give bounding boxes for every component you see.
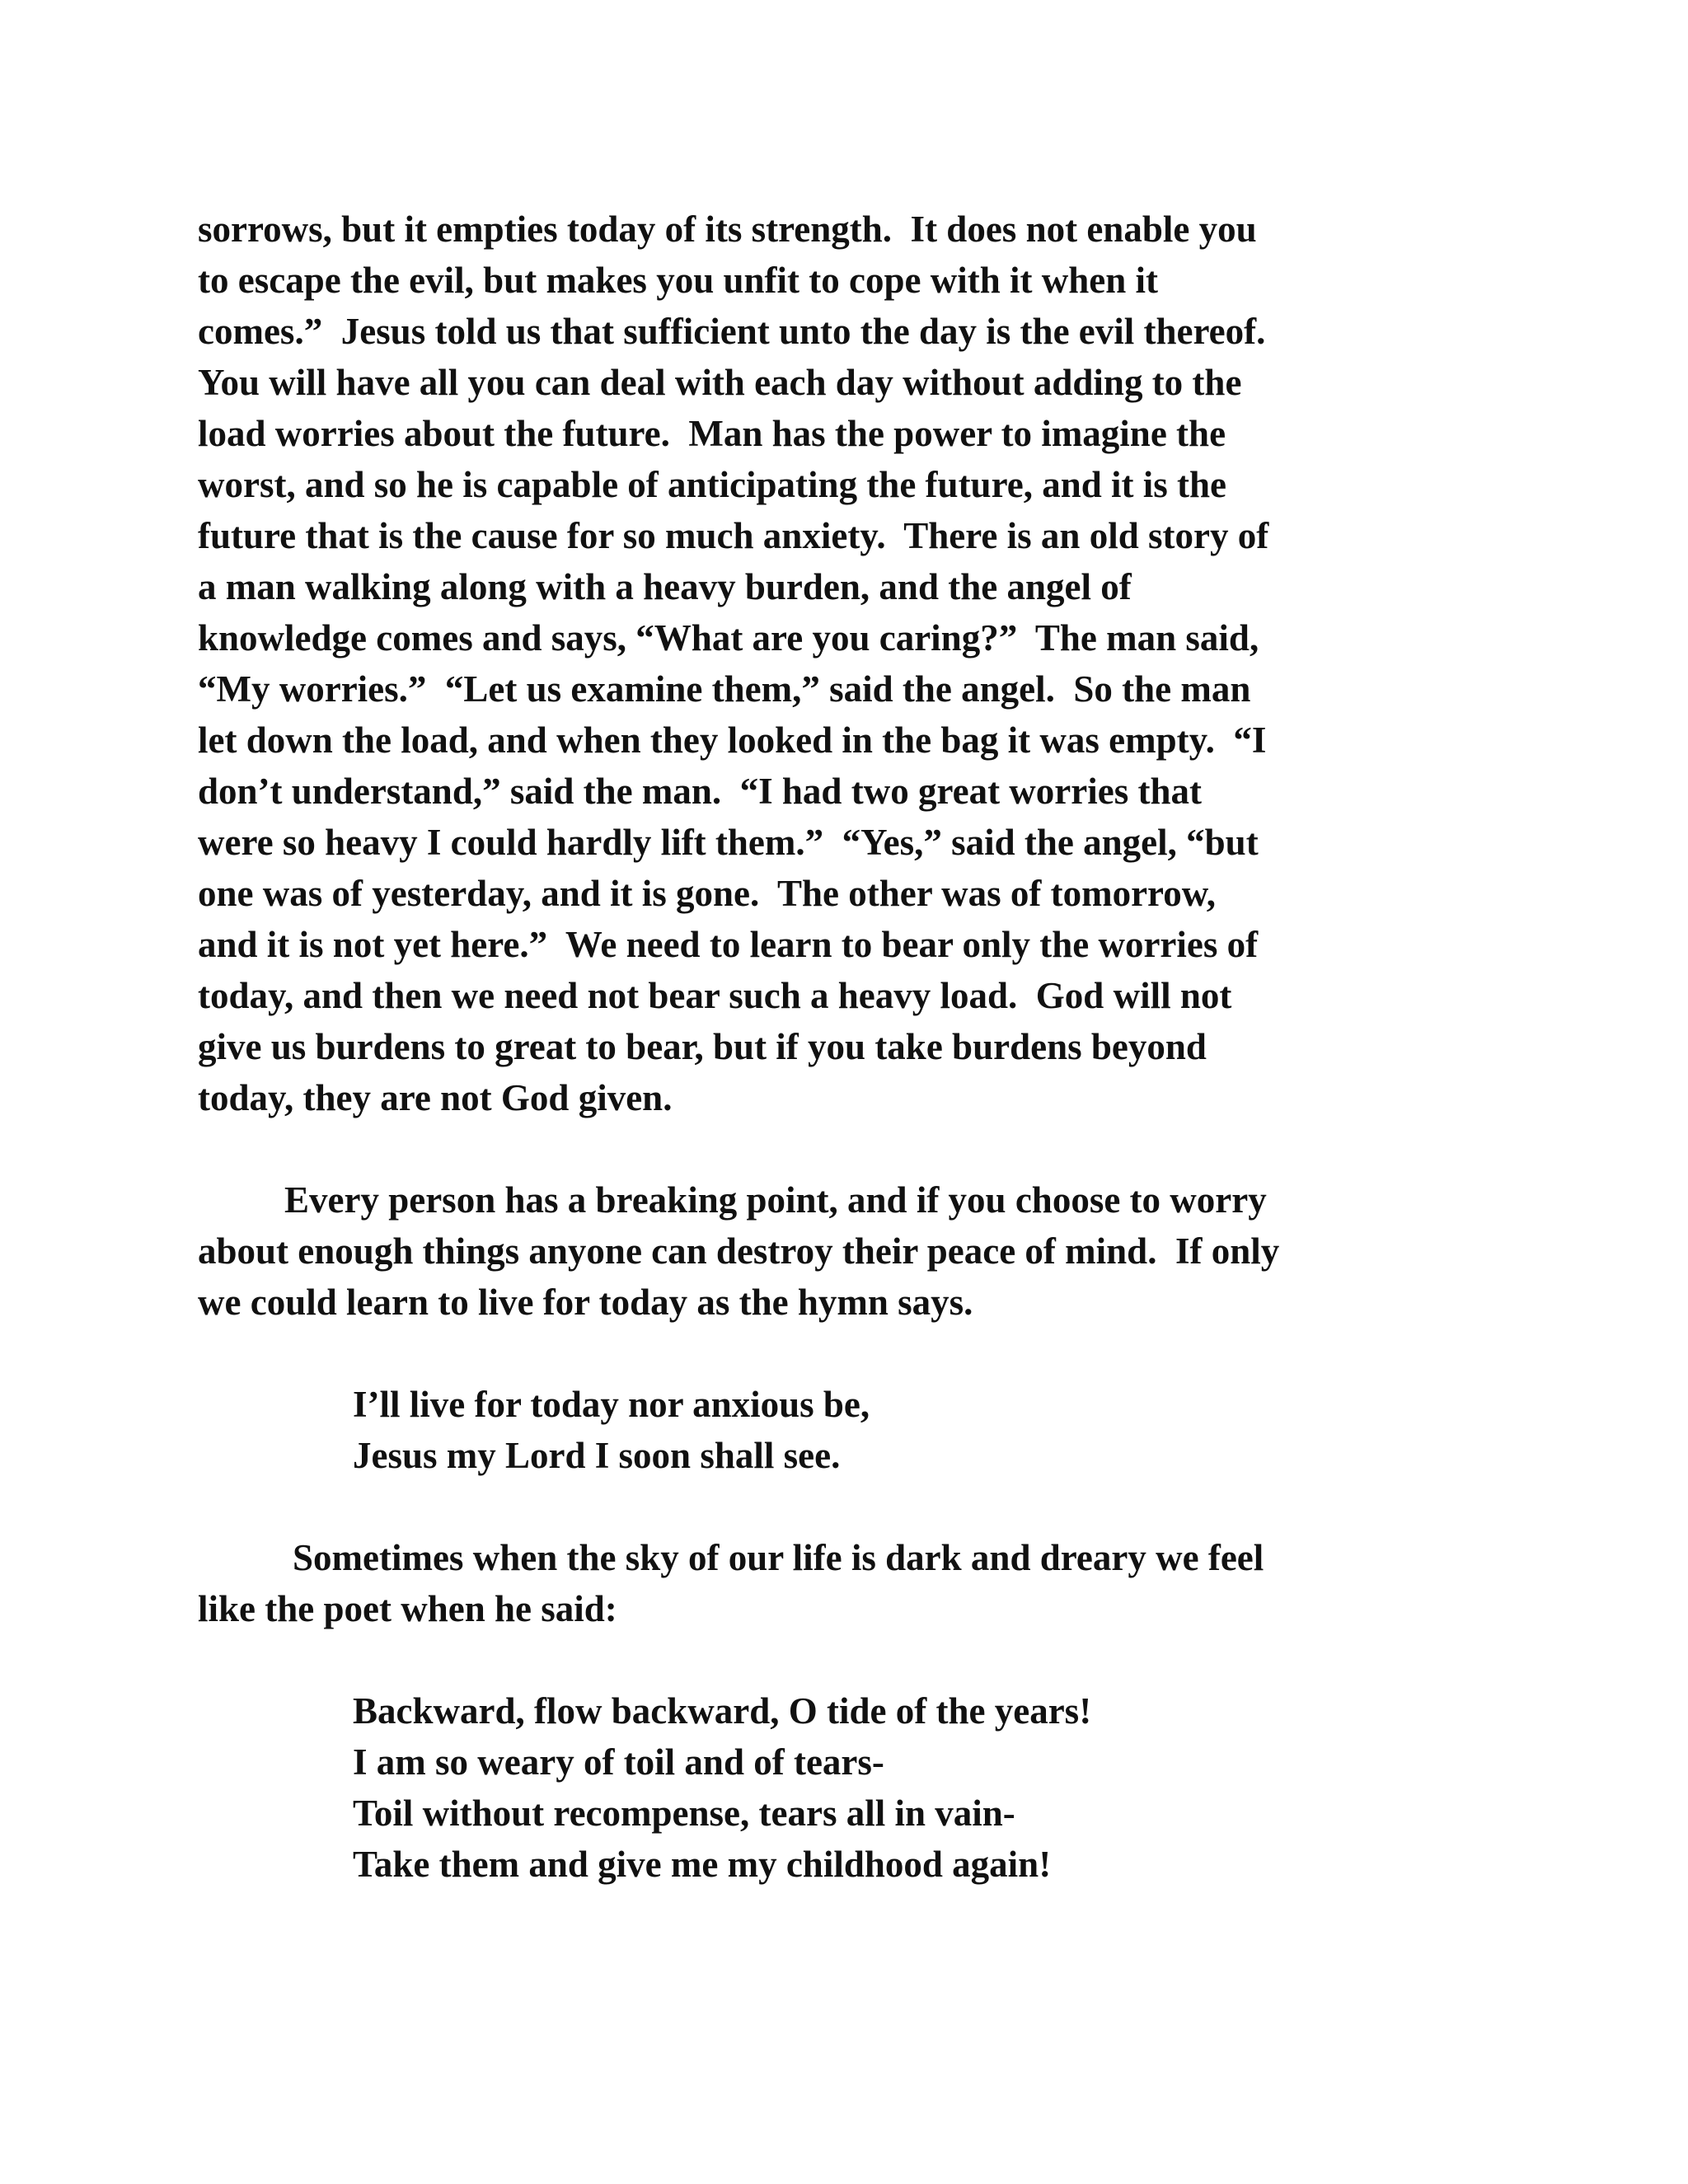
- paragraph-1-line-1: sorrows, but it empties today of its strength. It does not enable you: [198, 209, 1257, 250]
- paragraph-1-line-17: give us burdens to great to bear, but if you take burdens beyond: [198, 1026, 1207, 1067]
- paragraph-1-line-13: were so heavy I could hardly lift them.” “Yes,” said the angel, “but: [198, 822, 1259, 863]
- paragraph-1-line-14: one was of yesterday, and it is gone. The other was of tomorrow,: [198, 873, 1216, 914]
- paragraph-1-line-11: let down the load, and when they looked in the bag it was empty. “I: [198, 719, 1267, 761]
- paragraph-1-line-5: load worries about the future. Man has the power to imagine the: [198, 413, 1226, 454]
- verse-1-line-2: Jesus my Lord I soon shall see.: [353, 1435, 841, 1476]
- verse-2-line-3: Toil without recompense, tears all in vain-: [353, 1793, 1015, 1834]
- verse-2-line-2: I am so weary of toil and of tears-: [353, 1741, 884, 1783]
- paragraph-1-line-12: don’t understand,” said the man. “I had two great worries that: [198, 771, 1202, 812]
- paragraph-1-line-16: today, and then we need not bear such a heavy load. God will not: [198, 975, 1232, 1016]
- paragraph-1-line-6: worst, and so he is capable of anticipating the future, and it is the: [198, 464, 1227, 505]
- paragraph-1-line-15: and it is not yet here.” We need to learn to bear only the worries of: [198, 924, 1259, 965]
- paragraph-1-line-18: today, they are not God given.: [198, 1077, 673, 1118]
- paragraph-1-line-2: to escape the evil, but makes you unfit to cope with it when it: [198, 260, 1158, 301]
- paragraph-3-line-2: like the poet when he said:: [198, 1588, 617, 1629]
- paragraph-1-line-7: future that is the cause for so much anxiety. There is an old story of: [198, 515, 1269, 556]
- paragraph-3-line-1: Sometimes when the sky of our life is dark and dreary we feel: [293, 1537, 1264, 1578]
- paragraph-1-line-10: “My worries.” “Let us examine them,” said the angel. So the man: [198, 668, 1251, 710]
- paragraph-2-line-3: we could learn to live for today as the hymn says.: [198, 1282, 973, 1323]
- paragraph-2-line-2: about enough things anyone can destroy their peace of mind. If only: [198, 1230, 1280, 1272]
- verse-2-line-4: Take them and give me my childhood again!: [353, 1844, 1052, 1885]
- paragraph-1-line-8: a man walking along with a heavy burden, and the angel of: [198, 566, 1132, 607]
- paragraph-2-line-1: Every person has a breaking point, and if you choose to worry: [284, 1179, 1267, 1221]
- paragraph-1-line-9: knowledge comes and says, “What are you caring?” The man said,: [198, 617, 1259, 658]
- verse-2-line-1: Backward, flow backward, O tide of the years!: [353, 1690, 1092, 1732]
- paragraph-1-line-3: comes.” Jesus told us that sufficient unto the day is the evil thereof.: [198, 311, 1266, 352]
- verse-1-line-1: I’ll live for today nor anxious be,: [353, 1384, 870, 1425]
- paragraph-1-line-4: You will have all you can deal with each day without adding to the: [198, 362, 1242, 403]
